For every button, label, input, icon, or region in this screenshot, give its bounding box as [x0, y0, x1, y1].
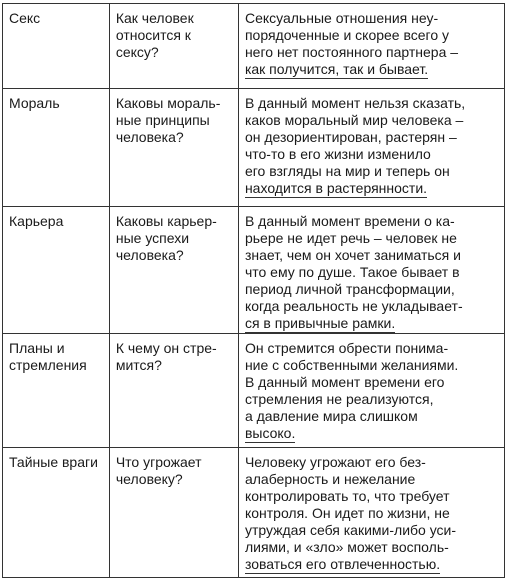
- answer-cell: [238, 448, 504, 578]
- table-row: [3, 448, 505, 578]
- answer-line: В данный момент нельзя сказать,: [244, 95, 466, 111]
- answer-line: что-то в его жизни изменило: [244, 146, 431, 162]
- answer-line: период личной трансформации,: [244, 281, 455, 297]
- answer-line: что ему по душе. Такое бывает в: [244, 264, 460, 280]
- answer-line: находится в растерянности.: [244, 180, 428, 196]
- topic-cell: Мораль: [3, 89, 110, 207]
- answer-line: Человеку угрожают его без-: [244, 454, 426, 470]
- answer-line: он дезориентирован, растерян –: [244, 129, 457, 145]
- table-row: [3, 334, 505, 448]
- answer-line: Сексуальные отношения неу-: [244, 10, 439, 26]
- topic-cell: Карьера: [3, 207, 110, 334]
- answer-line: Он стремится обрести понима-: [244, 340, 449, 356]
- answer-cell: [238, 207, 504, 334]
- topic-cell: Тайные враги: [3, 448, 110, 578]
- answer-line: зоваться его отвлеченностью.: [244, 556, 441, 572]
- question-cell: Каковы карьер- ные успехи человека?: [109, 207, 238, 334]
- table-row: [3, 89, 505, 207]
- answer-line: алаберность и нежелание: [244, 471, 416, 487]
- answer-line: утруждая себя какими-либо уси-: [244, 522, 457, 538]
- answer-line: ся в привычные рамки.: [244, 315, 396, 331]
- answer-line: каков моральный мир человека –: [244, 112, 464, 128]
- answer-line: а давление мира слишком: [244, 408, 418, 424]
- answer-line: контроля. Он идет по жизни, не: [244, 505, 450, 521]
- table-row: [3, 4, 505, 89]
- answer-cell: [238, 334, 504, 448]
- answer-line: В данный момент времени о ка-: [244, 213, 455, 229]
- topic-cell: Секс: [3, 4, 110, 89]
- answer-cell: [238, 4, 504, 89]
- answer-line: знает, чем он хочет заниматься и: [244, 247, 461, 263]
- answer-line: высоко.: [244, 425, 296, 441]
- answer-line: контролировать то, что требует: [244, 488, 450, 504]
- answer-line: В данный момент времени его: [244, 374, 445, 390]
- answer-line: его взгляды на мир и теперь он: [244, 163, 450, 179]
- answer-line: когда реальность не укладывает-: [244, 298, 463, 314]
- answer-line: как получится, так и бывает.: [244, 61, 429, 77]
- answer-cell: [238, 89, 504, 207]
- question-cell: Как человек относится к сексу?: [109, 4, 238, 89]
- question-cell: К чему он стре- мится?: [109, 334, 238, 448]
- answer-line: порядоченные и скорее всего у: [244, 27, 450, 43]
- question-cell: Каковы мораль- ные принципы человека?: [109, 89, 238, 207]
- answer-line: него нет постоянного партнера –: [244, 44, 459, 60]
- answer-line: рьере не идет речь – человек не: [244, 230, 457, 246]
- answer-line: лиями, и «зло» может восполь-: [244, 539, 449, 555]
- topic-cell: Планы и стремления: [3, 334, 110, 448]
- answer-line: стремления не реализуются,: [244, 391, 434, 407]
- question-cell: Что угрожает человеку?: [109, 448, 238, 578]
- interpretation-table: [2, 3, 505, 578]
- table-row: [3, 207, 505, 334]
- answer-line: ние с собственными желаниями.: [244, 357, 459, 373]
